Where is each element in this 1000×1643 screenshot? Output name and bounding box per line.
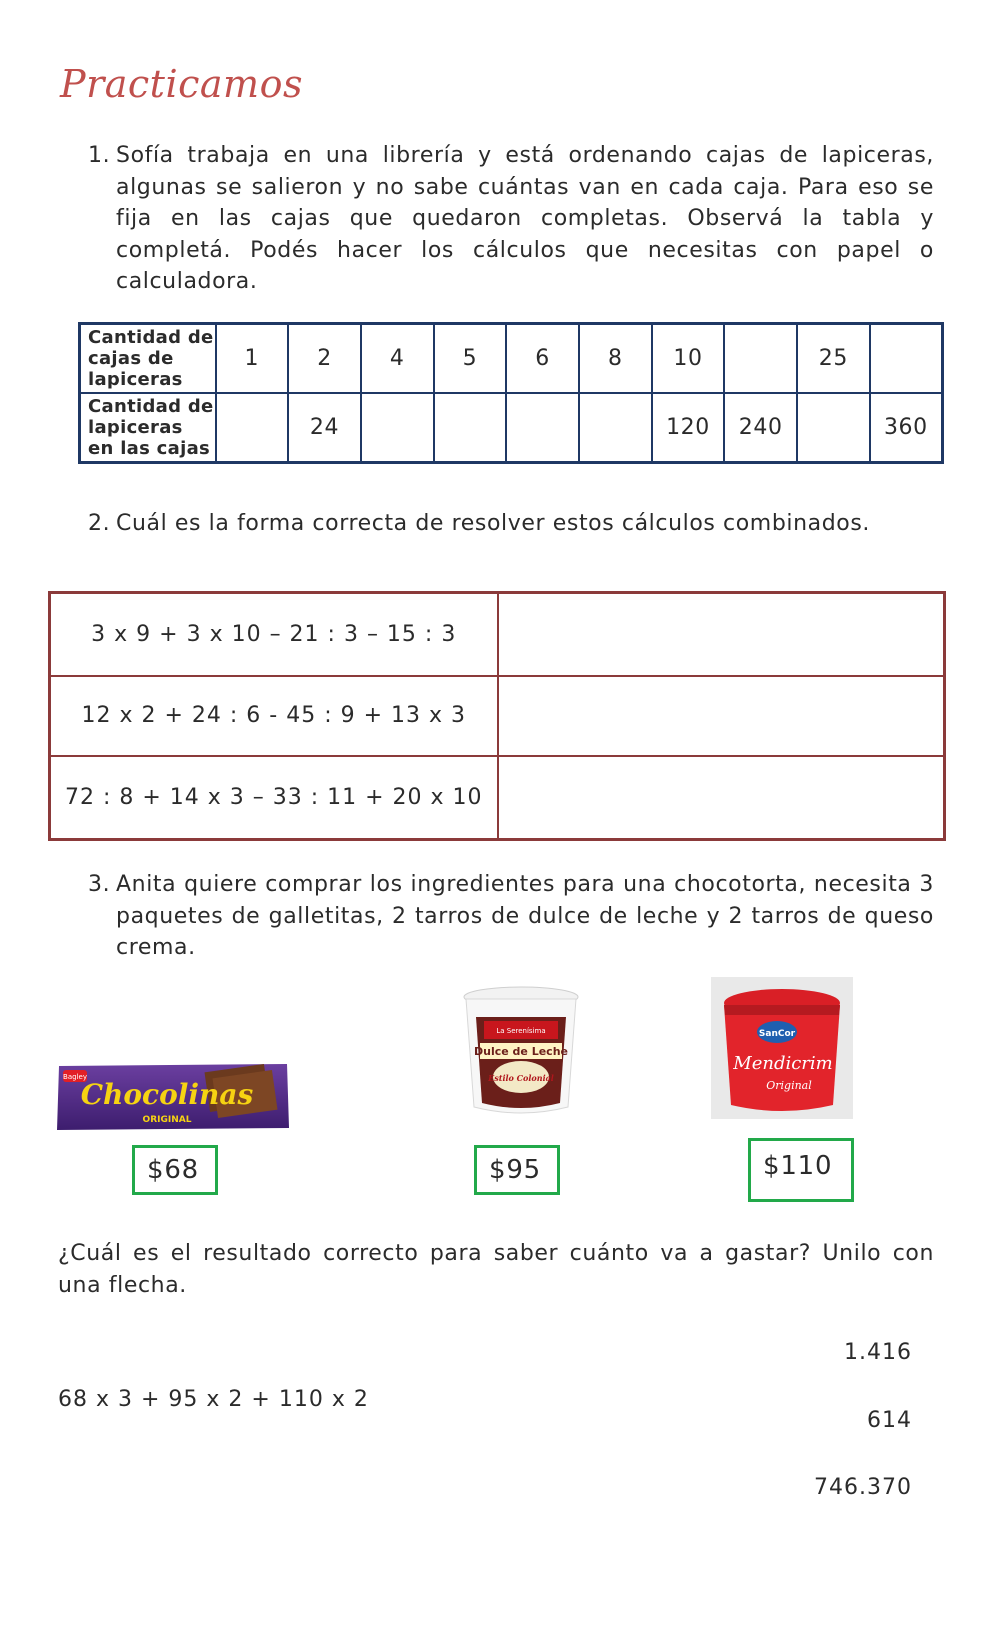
row-header-boxes: Cantidad de cajas de lapiceras [80, 324, 216, 394]
question-1-text: Sofía trabaja en una librería y está ordenando cajas de lapiceras, algunas se salieron y no sabe cuántas van en cada caja. Para eso se fija en las cajas que quedaron completas. Observá la tabla y completá. Podés hacer los cálculos que necesitas con papel o calculadora. [116, 143, 934, 294]
answer-cell[interactable] [498, 756, 945, 840]
table-row [80, 324, 943, 394]
table-cell[interactable]: 5 [434, 324, 507, 394]
calculation-cell: 3 x 9 + 3 x 10 – 21 : 3 – 15 : 3 [50, 593, 498, 676]
table-cell[interactable]: 4 [361, 324, 434, 394]
table-cell[interactable]: 1 [216, 324, 289, 394]
price-queso-crema: $110 [748, 1138, 854, 1202]
table-cell[interactable] [434, 393, 507, 463]
calculation-cell: 12 x 2 + 24 : 6 - 45 : 9 + 13 x 3 [50, 676, 498, 756]
table-cell[interactable] [361, 393, 434, 463]
mendicrim-image [711, 977, 853, 1119]
table-cell[interactable] [216, 393, 289, 463]
table-cell[interactable]: 120 [652, 393, 725, 463]
table-row [50, 593, 945, 676]
table-cell[interactable]: 6 [506, 324, 579, 394]
maker-label: SanCor [758, 1029, 796, 1039]
maker-label: Bagley [63, 1073, 87, 1081]
calculations-table [48, 591, 946, 841]
boxes-table [78, 322, 944, 464]
table-row [80, 393, 943, 463]
brand-label: Mendicrim [733, 1053, 833, 1074]
question-2-text: Cuál es la forma correcta de resolver estos cálculos combinados. [116, 511, 871, 536]
table-row [50, 756, 945, 840]
option-3[interactable]: 746.370 [814, 1475, 912, 1500]
brand-label: Dulce de Leche [474, 1045, 568, 1058]
calculation-cell: 72 : 8 + 14 x 3 – 33 : 11 + 20 x 10 [50, 756, 498, 840]
question-2 [88, 508, 934, 540]
price-dulce-de-leche: $95 [474, 1145, 560, 1195]
question-3-text: Anita quiere comprar los ingredientes para una chocotorta, necesita 3 paquetes de galletitas, 2 tarros de dulce de leche y 2 tarros de queso crema. [116, 872, 934, 960]
question-3 [88, 869, 934, 964]
question-3-number: 3. [88, 872, 111, 897]
question-1 [88, 140, 934, 298]
question-1-number: 1. [88, 143, 111, 168]
brand-label: Chocolinas [80, 1078, 254, 1111]
table-cell[interactable]: 25 [797, 324, 870, 394]
option-1[interactable]: 1.416 [844, 1340, 912, 1365]
table-cell[interactable]: 2 [288, 324, 361, 394]
dulce-de-leche-image [462, 985, 580, 1120]
table-cell[interactable] [797, 393, 870, 463]
answer-cell[interactable] [498, 676, 945, 756]
page-title: Practicamos [60, 62, 303, 106]
table-cell[interactable]: 24 [288, 393, 361, 463]
answer-cell[interactable] [498, 593, 945, 676]
table-cell[interactable] [870, 324, 943, 394]
question-3-prompt: ¿Cuál es el resultado correcto para saber cuánto va a gastar? Unilo con una flecha. [58, 1241, 934, 1298]
table-cell[interactable]: 240 [724, 393, 797, 463]
table-cell[interactable] [579, 393, 652, 463]
chocolinas-image [57, 1060, 289, 1133]
table-cell[interactable]: 8 [579, 324, 652, 394]
table-row [50, 676, 945, 756]
expression[interactable]: 68 x 3 + 95 x 2 + 110 x 2 [58, 1387, 369, 1412]
price-chocolinas: $68 [132, 1145, 218, 1195]
sub-label: Original [766, 1079, 812, 1092]
maker-label: La Serenísima [496, 1027, 546, 1035]
question-2-number: 2. [88, 511, 111, 536]
sub-label: ORIGINAL [142, 1115, 192, 1125]
table-cell[interactable] [724, 324, 797, 394]
sub-label: Estilo Colonial [488, 1073, 554, 1083]
table-cell[interactable]: 360 [870, 393, 943, 463]
table-cell[interactable]: 10 [652, 324, 725, 394]
table-cell[interactable] [506, 393, 579, 463]
row-header-pens: Cantidad de lapiceras en las cajas [80, 393, 216, 463]
option-2[interactable]: 614 [867, 1408, 912, 1433]
